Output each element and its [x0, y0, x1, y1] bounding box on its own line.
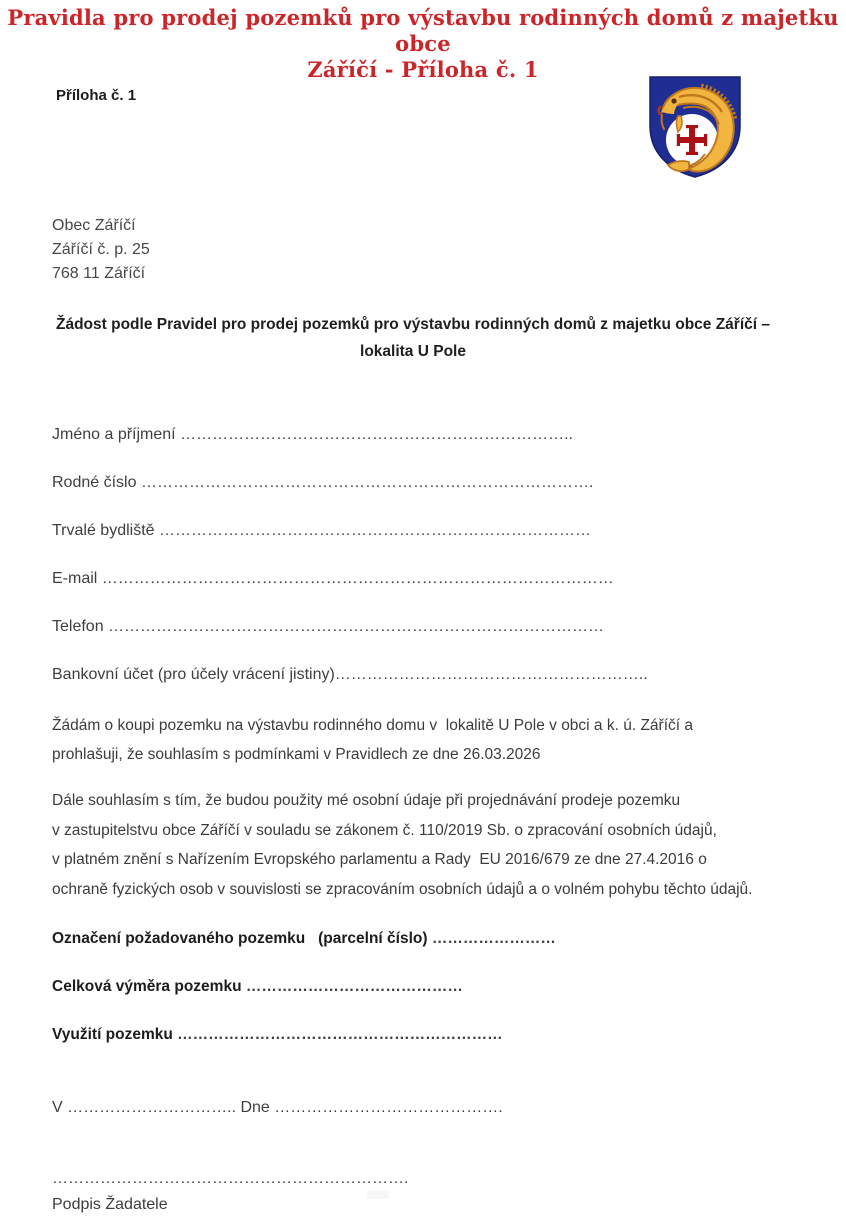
paragraph-line: v zastupitelstvu obce Záříčí v souladu se zákonem č. 110/2019 Sb. o zpracování osobních údajů,	[52, 821, 717, 839]
coat-of-arms-icon	[645, 74, 745, 180]
place-label: V	[52, 1099, 68, 1116]
paragraph-line: prohlašuji, že souhlasím s podmínkami v Pravidlech ze dne 26.03.2026	[52, 746, 541, 763]
field-dotted-line: ……………………	[431, 930, 556, 947]
field-bank-account	[52, 665, 846, 685]
gdpr-consent-paragraph	[52, 786, 818, 904]
address-line: Obec Záříčí	[52, 217, 136, 234]
field-label: Rodné číslo	[52, 474, 141, 491]
signature-dotted-line: ………………………………………………………….	[52, 1170, 409, 1187]
field-label: E-mail	[52, 570, 102, 587]
paragraph-line: Žádám o koupi pozemku na výstavbu rodinného domu v lokalitě U Pole v obci a k. ú. Záříčí a	[52, 717, 693, 734]
request-heading	[0, 311, 846, 365]
signature-block	[52, 1168, 846, 1217]
request-heading-line1: Žádost podle Pravidel pro prodej pozemků pro výstavbu rodinných domů z majetku obce Záříčí –	[56, 316, 770, 333]
field-label: Využití pozemku	[52, 1026, 178, 1043]
date-dotted-line: …………………………………….	[274, 1099, 503, 1116]
paragraph-line: ochraně fyzických osob v souvislosti se zpracováním osobních údajů a o volném pohybu těchto údajů.	[52, 880, 753, 898]
sender-address	[52, 214, 846, 286]
page-title	[0, 0, 846, 83]
field-parcel-use	[52, 1025, 846, 1045]
field-phone	[52, 617, 846, 637]
field-birth-number	[52, 473, 846, 493]
signature-label: Podpis Žadatele	[52, 1196, 168, 1213]
field-label: Jméno a příjmení	[52, 426, 181, 443]
page-title-line2: Záříčí - Příloha č. 1	[307, 57, 539, 82]
place-dotted-line: …………………………..	[67, 1099, 237, 1116]
paragraph-line: Dále souhlasím s tím, že budou použity mé osobní údaje při projednávání prodeje pozemku	[52, 792, 681, 809]
field-name	[52, 425, 846, 445]
page-title-line1: Pravidla pro prodej pozemků pro výstavbu rodinných domů z majetku obce	[7, 5, 839, 56]
field-label: Trvalé bydliště	[52, 522, 159, 539]
request-heading-line2: lokalita U Pole	[360, 343, 466, 360]
field-dotted-line: ………………………………………………………………..	[180, 426, 573, 443]
field-parcel-area	[52, 977, 846, 997]
field-label: Bankovní účet (pro účely vrácení jistiny)	[52, 666, 335, 683]
field-dotted-line: …………………………………………………………………………………	[108, 618, 605, 635]
field-label: Celková výměra pozemku	[52, 978, 246, 995]
paragraph-line: v platném znění s Nařízením Evropského parlamentu a Rady EU 2016/679 ze dne 27.4.2016 o	[52, 851, 707, 868]
field-dotted-line: …………………………………………………..	[334, 666, 648, 683]
field-dotted-line: ……………………………………	[245, 978, 463, 995]
field-dotted-line: ………………………………………………………………………….	[140, 474, 594, 491]
page-bottom-artifact	[367, 1191, 389, 1199]
field-dotted-line: ……………………………………………………………………………………	[101, 570, 614, 587]
field-email	[52, 569, 846, 589]
field-label: Telefon	[52, 618, 109, 635]
field-dotted-line: ………………………………………………………………………	[159, 522, 591, 539]
field-label: Označení požadovaného pozemku (parcelní číslo)	[52, 930, 432, 947]
parcel-fields	[52, 929, 846, 1045]
attachment-label: Příloha č. 1	[56, 87, 137, 104]
field-parcel-number	[52, 929, 846, 949]
place-and-date-line	[52, 1098, 846, 1118]
address-line: 768 11 Záříčí	[52, 265, 146, 282]
address-line: Záříčí č. p. 25	[52, 241, 150, 258]
date-label: Dne	[236, 1099, 275, 1116]
field-permanent-address	[52, 521, 846, 541]
form-fields	[52, 425, 846, 685]
field-dotted-line: ………………………………………………………	[177, 1026, 503, 1043]
declaration-paragraph	[52, 711, 818, 769]
